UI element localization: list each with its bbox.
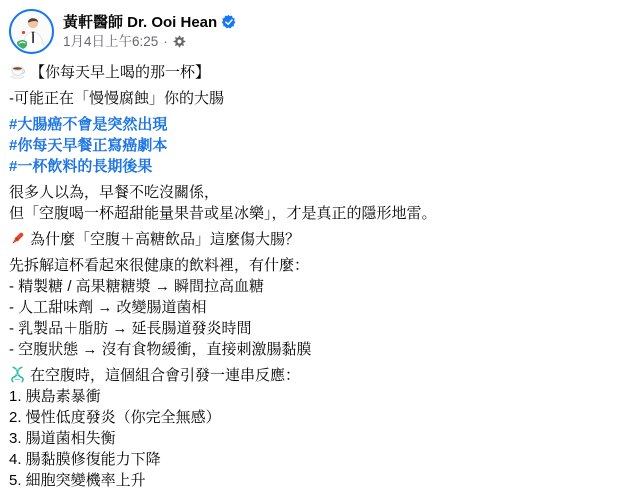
post-line: 2. 慢性低度發炎（你完全無感） bbox=[9, 409, 221, 426]
post-line: - 空腹狀態 → 沒有食物緩衝，直接刺激腸黏膜 bbox=[9, 341, 312, 358]
post-line: 在空腹時，這個組合會引發一連串反應： bbox=[30, 367, 301, 384]
author-row bbox=[63, 13, 236, 32]
post-paragraph bbox=[9, 255, 628, 360]
post-line: 【你每天早上喝的那一杯】 bbox=[30, 64, 211, 81]
post-line: 為什麼「空腹＋高糖飲品」這麼傷大腸？ bbox=[30, 231, 301, 248]
post-line: 很多人以為，早餐不吃沒關係， bbox=[9, 184, 220, 201]
post-line: 4. 腸黏膜修復能力下降 bbox=[9, 451, 161, 468]
timestamp[interactable] bbox=[63, 33, 236, 51]
post-line: -可能正在「慢慢腐蝕」你的大腸 bbox=[9, 90, 224, 107]
hashtag-link[interactable]: #你每天早餐正寫癌劇本 bbox=[9, 137, 168, 154]
post-line: 1. 胰島素暴衝 bbox=[9, 388, 101, 405]
avatar[interactable] bbox=[9, 9, 54, 54]
post-body bbox=[0, 56, 640, 491]
post-line: - 精製糖 / 高果糖糖漿 → 瞬間拉高血糖 bbox=[9, 278, 265, 295]
dna-emoji bbox=[9, 366, 26, 383]
timestamp-text: 1月4日上午6:25 bbox=[63, 33, 159, 49]
coffee-cup-emoji bbox=[9, 63, 26, 80]
post-line: - 乳製品＋脂肪 → 延長腸道發炎時間 bbox=[9, 320, 252, 337]
post-header-text bbox=[63, 13, 236, 51]
post-line: - 人工甜味劑 → 改變腸道菌相 bbox=[9, 299, 207, 316]
post-paragraph bbox=[9, 88, 628, 109]
post-paragraph bbox=[9, 365, 628, 491]
privacy-gear-icon bbox=[173, 35, 186, 48]
post-paragraph bbox=[9, 62, 628, 83]
post-line: 3. 腸道菌相失衡 bbox=[9, 430, 116, 447]
timestamp-separator: · bbox=[163, 33, 168, 49]
hashtag-link[interactable]: #一杯飲料的長期後果 bbox=[9, 158, 153, 175]
post-line: 但「空腹喝一杯超甜能量果昔或星冰樂」，才是真正的隱形地雷。 bbox=[9, 205, 437, 222]
post-header bbox=[0, 0, 640, 56]
author-name[interactable]: 黃軒醫師 Dr. Ooi Hean bbox=[63, 13, 218, 31]
post-line: 先拆解這杯看起來很健康的飲料裡，有什麼： bbox=[9, 257, 310, 274]
post-paragraph bbox=[9, 229, 628, 250]
post-line: 5. 細胞突變機率上升 bbox=[9, 472, 146, 489]
hashtag-link[interactable]: #大腸癌不會是突然出現 bbox=[9, 116, 168, 133]
hashtag-paragraph bbox=[9, 114, 628, 177]
verified-badge-icon bbox=[222, 15, 236, 29]
red-crayon-emoji bbox=[9, 230, 26, 247]
post-paragraph bbox=[9, 182, 628, 224]
